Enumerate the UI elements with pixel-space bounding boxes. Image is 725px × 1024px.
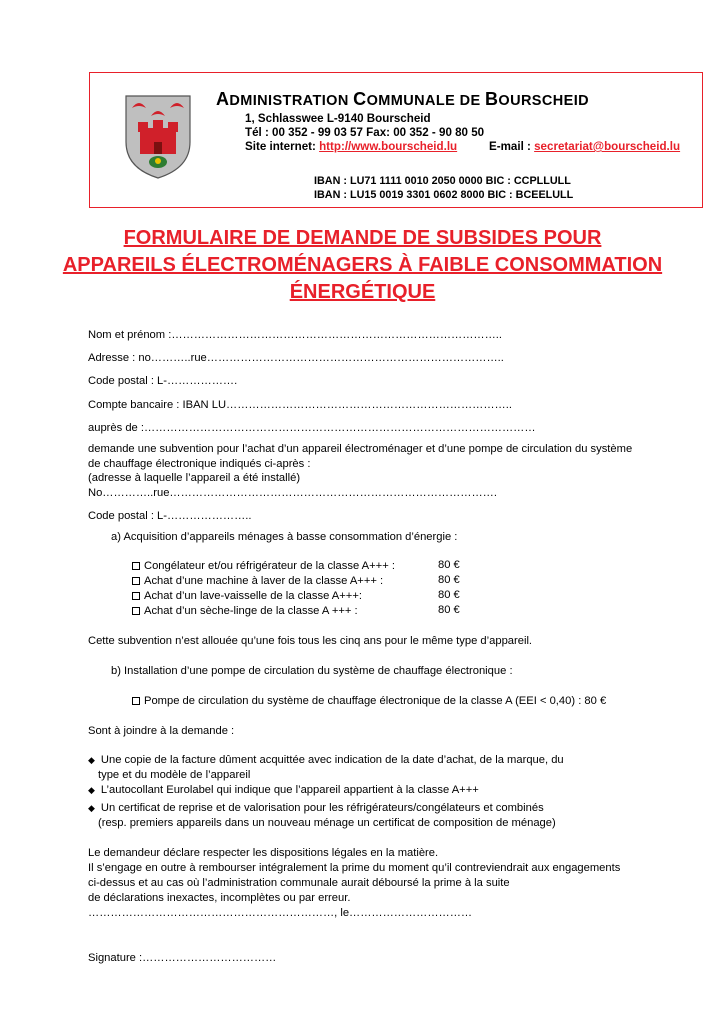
iban-line-1: IBAN : LU71 1111 0010 2050 0000 BIC : CCPLLULL — [314, 175, 571, 187]
org-email: E-mail : secretariat@bourscheid.lu — [489, 140, 681, 153]
diamond-bullet-icon: ◆ — [88, 755, 95, 765]
field-bank-name[interactable]: auprès de :…………………………………………………………………………………………… — [88, 422, 536, 434]
diamond-bullet-icon: ◆ — [88, 785, 95, 795]
section-b-heading: b) Installation d’une pompe de circulation du système de chauffage électronique : — [111, 665, 513, 677]
request-text-3: (adresse à laquelle l’appareil a été installé) — [88, 472, 301, 484]
declaration-line-4: de déclarations inexactes, incomplètes ou par erreur. — [88, 892, 351, 904]
field-install-address[interactable]: No…………..rue……………………………………………………………………………. — [88, 487, 497, 499]
checkbox[interactable] — [132, 607, 140, 615]
checkbox[interactable] — [132, 697, 140, 705]
iban-line-2: IBAN : LU15 0019 3301 0602 8000 BIC : BCEELULL — [314, 189, 574, 201]
option-freezer[interactable]: Congélateur et/ou réfrigérateur de la classe A+++ : — [132, 559, 395, 573]
checkbox[interactable] — [132, 577, 140, 585]
org-address: 1, Schlasswee L-9140 Bourscheid — [245, 112, 431, 125]
attachment-item-cont: (resp. premiers appareils dans un nouveau ménage un certificat de composition de ménage) — [98, 817, 556, 829]
checkbox[interactable] — [132, 562, 140, 570]
attachments-heading: Sont à joindre à la demande : — [88, 725, 235, 737]
section-a-heading: a) Acquisition d’appareils ménages à basse consommation d’énergie : — [111, 531, 458, 543]
amount-washing-machine: 80 € — [438, 574, 460, 586]
amount-freezer: 80 € — [438, 559, 460, 571]
org-website: Site internet: http://www.bourscheid.lu — [245, 140, 458, 153]
form-title-line-1: FORMULAIRE DE DEMANDE DE SUBSIDES POUR — [123, 227, 602, 249]
field-address[interactable]: Adresse : no………..rue…………………………………………………………………….. — [88, 352, 504, 364]
field-postal-code[interactable]: Code postal : L-………………. — [88, 375, 238, 387]
coat-of-arms-logo — [124, 94, 192, 180]
option-washing-machine[interactable]: Achat d’une machine à laver de la classe A+++ : — [132, 574, 383, 588]
form-title-line-3: ÉNERGÉTIQUE — [289, 281, 436, 303]
attachment-item: ◆ Un certificat de reprise et de valorisation pour les réfrigérateurs/congélateurs et combinés — [88, 802, 544, 814]
attachment-item: ◆ L’autocollant Eurolabel qui indique que l’appareil appartient à la classe A+++ — [88, 784, 479, 796]
request-text-2: de chauffage électronique indiqués ci-après : — [88, 458, 311, 470]
declaration-line-1: Le demandeur déclare respecter les dispositions légales en la matière. — [88, 847, 439, 859]
field-signature[interactable]: Signature :……………………………… — [88, 952, 277, 964]
field-bank-account[interactable]: Compte bancaire : IBAN LU………………………………………………………………….. — [88, 399, 512, 411]
attachment-item: ◆ Une copie de la facture dûment acquittée avec indication de la date d’achat, de la marque, du — [88, 754, 564, 766]
option-circulation-pump[interactable]: Pompe de circulation du système de chauffage électronique de la classe A (EEI < 0,40) : 80 € — [132, 694, 606, 708]
field-place-date[interactable]: …………………………………………………………, le…………………………… — [88, 907, 473, 919]
option-dishwasher[interactable]: Achat d’un lave-vaisselle de la classe A+++: — [132, 589, 362, 603]
field-name[interactable]: Nom et prénom :…………………………………………………………………………….. — [88, 329, 502, 341]
diamond-bullet-icon: ◆ — [88, 803, 95, 813]
amount-dishwasher: 80 € — [438, 589, 460, 601]
declaration-line-3: ci-dessus et au cas où l’administration communale aurait déboursé la prime à la suite — [88, 877, 510, 889]
checkbox[interactable] — [132, 592, 140, 600]
org-phone-fax: Tél : 00 352 - 99 03 57 Fax: 00 352 - 90 80 50 — [245, 126, 485, 139]
form-title-line-2: APPAREILS ÉLECTROMÉNAGERS À FAIBLE CONSOMMATION — [62, 254, 663, 276]
section-a-note: Cette subvention n’est allouée qu’une fois tous les cinq ans pour le même type d’appareil. — [88, 635, 533, 647]
request-text-1: demande une subvention pour l’achat d’un appareil électroménager et d’une pompe de circulation du système — [88, 443, 633, 455]
website-link[interactable]: http://www.bourscheid.lu — [319, 140, 458, 153]
amount-dryer: 80 € — [438, 604, 460, 616]
attachment-item-cont: type et du modèle de l’appareil — [98, 769, 251, 781]
field-install-postal[interactable]: Code postal : L-………………….. — [88, 510, 252, 522]
organization-name: ADMINISTRATION COMMUNALE DE BOURSCHEID — [216, 89, 589, 109]
option-dryer[interactable]: Achat d’un sèche-linge de la classe A +++ : — [132, 604, 358, 618]
declaration-line-2: Il s’engage en outre à rembourser intégralement la prime du moment qu’il contreviendrait aux engagements — [88, 862, 621, 874]
email-link[interactable]: secretariat@bourscheid.lu — [534, 140, 681, 153]
